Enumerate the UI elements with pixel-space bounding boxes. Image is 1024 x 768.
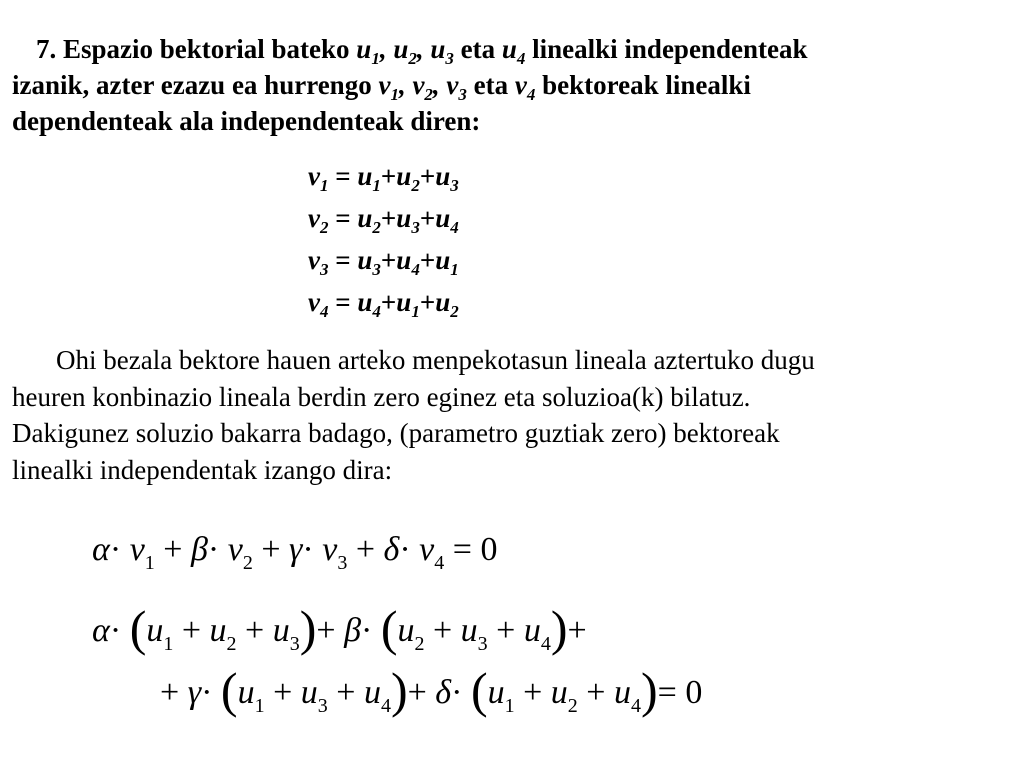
definition-v4: $v_4 = u_4+u_1+u_2$ [308,287,459,321]
explanation-line-1: Ohi bezala bektore hauen arteko menpekotasun lineala aztertuko dugu [56,345,815,375]
problem-line-1: 7. Espazio bektorial bateko $u_1$, $u_2$, $u_3$ eta $u_4$ linealki independenteak [36,34,808,68]
definition-v1: $v_1 = u_1+u_2+u_3$ [308,161,459,195]
definition-v2: $v_2 = u_2+u_3+u_4$ [308,203,459,237]
definition-v3: $v_3 = u_3+u_4+u_1$ [308,245,459,279]
explanation-line-3: Dakigunez soluzio bakarra badago, (parametro guztiak zero) bektoreak [12,418,780,448]
equation-expanded-line-1: $\alpha\cdot (u_1 + u_2 + u_3)+ \beta\cdot (u_2 + u_3 + u_4)+$ [92,600,587,656]
explanation-line-2: heuren konbinazio lineala berdin zero eginez eta soluzioa(k) bilatuz. [12,381,751,412]
vector-definitions [308,155,459,323]
equation-linear-combination: $\alpha\cdot v_1 + \beta\cdot v_2 + \gamma\cdot v_3 + \delta\cdot v_4 = 0$ [92,531,498,574]
problem-line-2: izanik, azter ezazu ea hurrengo $v_1$, $v_2$, $v_3$ eta $v_4$ bektoreak linealki [12,70,751,104]
equation-expanded-line-2: + $\gamma\cdot (u_1 + u_3 + u_4)+ \delta\cdot (u_1 + u_2 + u_4)= 0$ [160,662,703,718]
explanation-line-4: linealki independentak izango dira: [12,454,393,485]
problem-statement [12,31,1017,139]
explanation [12,342,1017,488]
problem-line-3: dependenteak ala independenteak diren: [12,106,481,136]
problem-number: 7. [36,34,57,64]
